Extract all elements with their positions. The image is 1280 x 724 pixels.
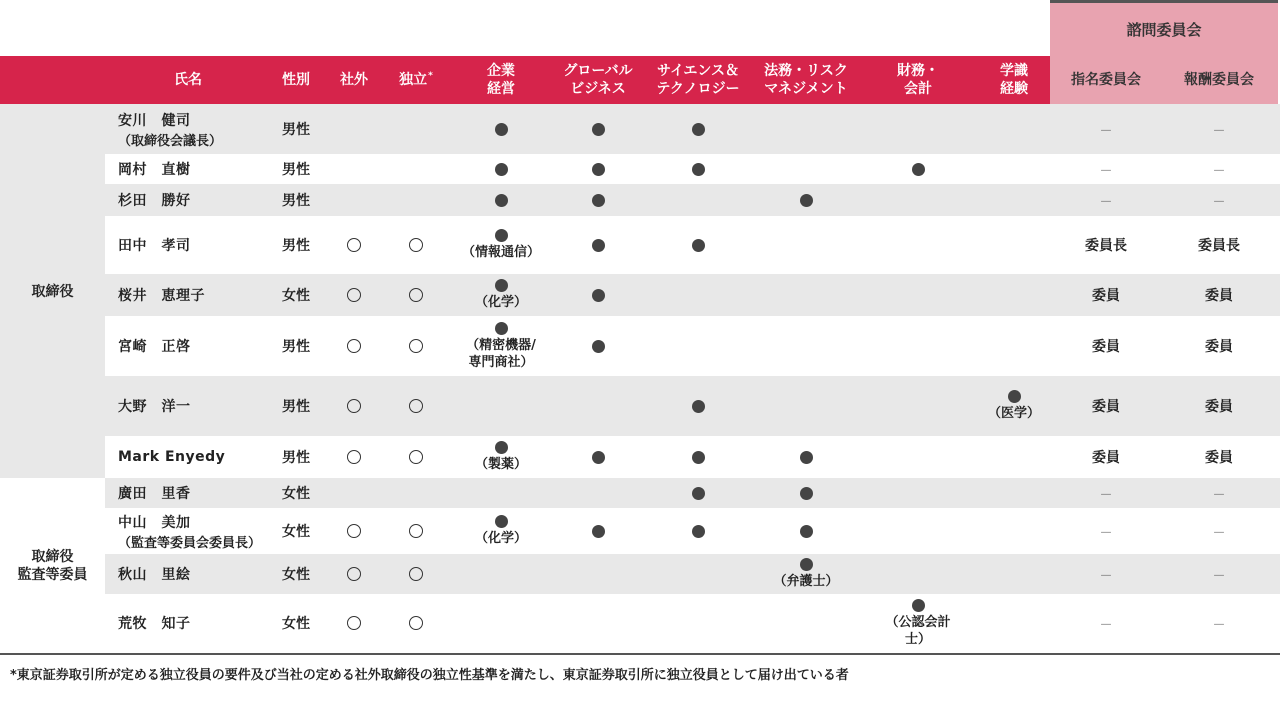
cell-independent [388, 594, 444, 652]
filled-dot-icon [1008, 390, 1021, 403]
committee-role: － [1212, 617, 1226, 633]
cell-gender [270, 436, 322, 478]
cell-finance [880, 154, 956, 184]
gender-text: 男性 [282, 238, 310, 254]
filled-dot-icon [912, 599, 925, 612]
cell-finance [880, 274, 956, 316]
member-role-note: （取締役会議長） [118, 133, 223, 149]
cell-outside [328, 508, 380, 554]
advisory-committee-header: 諮問委員会 [1050, 0, 1278, 56]
cell-compensation [1166, 478, 1272, 508]
skill-note: （化学） [474, 295, 527, 310]
cell-gender [270, 316, 322, 376]
committee-role: － [1099, 525, 1113, 541]
cell-global [552, 104, 644, 154]
member-name-text: 杉田 勝好 [118, 193, 191, 209]
committee-role: － [1212, 194, 1226, 210]
member-name-text: 田中 孝司 [118, 238, 191, 254]
cell-compensation [1166, 184, 1272, 216]
member-name [118, 594, 288, 652]
table-row [0, 154, 1280, 184]
cell-independent [388, 316, 444, 376]
table-row [0, 478, 1280, 508]
cell-compensation [1166, 554, 1272, 594]
filled-dot-icon [495, 515, 508, 528]
member-name-text: 安川 健司 [118, 112, 191, 129]
cell-compensation [1166, 216, 1272, 274]
cell-outside [328, 478, 380, 508]
cell-independent [388, 478, 444, 508]
member-name-text: 中山 美加 [118, 514, 191, 531]
cell-gender [270, 184, 322, 216]
member-name-text: 荒牧 知子 [118, 616, 191, 632]
cell-academic [978, 184, 1050, 216]
filled-dot-icon [495, 163, 508, 176]
cell-nomination [1052, 478, 1160, 508]
skill-note: （製薬） [474, 457, 527, 472]
cell-global [552, 216, 644, 274]
cell-corporate [460, 436, 542, 478]
cell-global [552, 154, 644, 184]
cell-global [552, 478, 644, 508]
header-gender: 性別 [282, 72, 310, 88]
cell-compensation [1166, 594, 1272, 652]
header-finance: 財務・ 会計 [897, 63, 939, 97]
member-name-text: 秋山 里絵 [118, 567, 191, 583]
header-independent: 独立 * [399, 71, 433, 88]
skill-note: （情報通信） [461, 245, 540, 260]
cell-outside [328, 274, 380, 316]
cell-science [646, 508, 750, 554]
committee-role: 委員 [1092, 339, 1120, 355]
cell-academic [978, 274, 1050, 316]
header-academic: 学識 経験 [1000, 63, 1028, 97]
circle-mark-icon [409, 339, 423, 353]
committee-role: 委員 [1205, 399, 1233, 415]
header-outside: 社外 [340, 72, 368, 88]
member-name [118, 274, 288, 316]
filled-dot-icon [912, 163, 925, 176]
filled-dot-icon [800, 525, 813, 538]
skill-note: （医学） [987, 406, 1040, 421]
cell-compensation [1166, 154, 1272, 184]
header-name: 氏名 [174, 72, 202, 88]
cell-legal [752, 184, 860, 216]
circle-mark-icon [347, 567, 361, 581]
filled-dot-icon [592, 239, 605, 252]
skill-note: （化学） [474, 531, 527, 546]
member-name [118, 154, 288, 184]
member-name [118, 216, 288, 274]
member-name [118, 316, 288, 376]
cell-outside [328, 594, 380, 652]
header-corporate: 企業 経営 [487, 63, 515, 97]
header-legal: 法務・リスク マネジメント [764, 63, 848, 97]
cell-corporate [460, 216, 542, 274]
filled-dot-icon [592, 340, 605, 353]
cell-finance [880, 554, 956, 594]
cell-outside [328, 436, 380, 478]
cell-independent [388, 216, 444, 274]
cell-academic [978, 104, 1050, 154]
member-name [118, 554, 288, 594]
committee-role: 委員 [1092, 399, 1120, 415]
cell-gender [270, 508, 322, 554]
table-row [0, 554, 1280, 594]
circle-mark-icon [409, 616, 423, 630]
cell-science [646, 274, 750, 316]
cell-corporate [460, 274, 542, 316]
filled-dot-icon [495, 322, 508, 335]
cell-academic [978, 594, 1050, 652]
member-name-text: 桜井 恵理子 [118, 288, 205, 304]
committee-role: － [1212, 525, 1226, 541]
cell-gender [270, 216, 322, 274]
circle-mark-icon [347, 450, 361, 464]
cell-academic [978, 508, 1050, 554]
gender-text: 女性 [282, 288, 310, 304]
committee-role: － [1099, 568, 1113, 584]
cell-compensation [1166, 436, 1272, 478]
gender-text: 女性 [282, 524, 310, 540]
cell-science [646, 594, 750, 652]
committee-role: － [1099, 617, 1113, 633]
member-name-text: 廣田 里香 [118, 486, 191, 502]
cell-global [552, 508, 644, 554]
cell-science [646, 554, 750, 594]
filled-dot-icon [592, 163, 605, 176]
filled-dot-icon [592, 525, 605, 538]
cell-outside [328, 216, 380, 274]
cell-compensation [1166, 376, 1272, 436]
cell-science [646, 376, 750, 436]
member-name-text: 岡村 直樹 [118, 162, 191, 178]
cell-gender [270, 554, 322, 594]
header-nomination: 指名委員会 [1071, 72, 1141, 88]
filled-dot-icon [692, 163, 705, 176]
committee-role: 委員 [1205, 288, 1233, 304]
gender-text: 男性 [282, 450, 310, 466]
cell-legal [752, 594, 860, 652]
table-row [0, 436, 1280, 478]
member-name-text: 宮崎 正啓 [118, 339, 191, 355]
cell-compensation [1166, 508, 1272, 554]
cell-corporate [460, 554, 542, 594]
filled-dot-icon [592, 289, 605, 302]
committee-role: 委員長 [1085, 238, 1127, 254]
cell-gender [270, 154, 322, 184]
cell-science [646, 184, 750, 216]
filled-dot-icon [800, 194, 813, 207]
filled-dot-icon [495, 279, 508, 292]
cell-legal [752, 154, 860, 184]
cell-nomination [1052, 216, 1160, 274]
filled-dot-icon [692, 525, 705, 538]
cell-science [646, 316, 750, 376]
cell-global [552, 436, 644, 478]
cell-nomination [1052, 554, 1160, 594]
cell-academic [978, 216, 1050, 274]
cell-global [552, 184, 644, 216]
circle-mark-icon [347, 238, 361, 252]
filled-dot-icon [495, 123, 508, 136]
gender-text: 女性 [282, 567, 310, 583]
cell-global [552, 594, 644, 652]
cell-independent [388, 508, 444, 554]
cell-compensation [1166, 316, 1272, 376]
filled-dot-icon [692, 400, 705, 413]
filled-dot-icon [495, 441, 508, 454]
cell-academic [978, 436, 1050, 478]
cell-independent [388, 154, 444, 184]
table-row [0, 274, 1280, 316]
cell-outside [328, 184, 380, 216]
cell-independent [388, 554, 444, 594]
cell-legal [752, 478, 860, 508]
committee-role: 委員 [1205, 339, 1233, 355]
member-name [118, 436, 288, 478]
filled-dot-icon [692, 451, 705, 464]
gender-text: 女性 [282, 616, 310, 632]
cell-finance [880, 184, 956, 216]
cell-global [552, 376, 644, 436]
table-row [0, 594, 1280, 652]
committee-role: － [1099, 487, 1113, 503]
cell-academic [978, 554, 1050, 594]
gender-text: 男性 [282, 193, 310, 209]
cell-academic [978, 154, 1050, 184]
cell-nomination [1052, 104, 1160, 154]
committee-role: － [1099, 123, 1113, 139]
cell-corporate [460, 376, 542, 436]
filled-dot-icon [692, 123, 705, 136]
filled-dot-icon [800, 487, 813, 500]
group-directors: 取締役 [0, 104, 105, 478]
cell-nomination [1052, 508, 1160, 554]
cell-finance [880, 216, 956, 274]
cell-legal [752, 274, 860, 316]
circle-mark-icon [347, 616, 361, 630]
skill-note: （精密機器/ 専門商社） [466, 337, 536, 370]
committee-role: 委員 [1092, 288, 1120, 304]
filled-dot-icon [800, 451, 813, 464]
member-name-text: Mark Enyedy [118, 449, 226, 465]
circle-mark-icon [409, 567, 423, 581]
filled-dot-icon [495, 229, 508, 242]
cell-legal [752, 216, 860, 274]
circle-mark-icon [409, 450, 423, 464]
cell-science [646, 216, 750, 274]
cell-corporate [460, 154, 542, 184]
cell-independent [388, 184, 444, 216]
circle-mark-icon [409, 238, 423, 252]
committee-role: － [1212, 123, 1226, 139]
cell-academic [978, 316, 1050, 376]
circle-mark-icon [409, 288, 423, 302]
gender-text: 男性 [282, 122, 310, 138]
cell-corporate [460, 316, 542, 376]
cell-finance [880, 508, 956, 554]
cell-independent [388, 436, 444, 478]
table-row [0, 104, 1280, 154]
cell-science [646, 436, 750, 478]
member-name [118, 376, 288, 436]
cell-nomination [1052, 376, 1160, 436]
cell-outside [328, 316, 380, 376]
cell-science [646, 478, 750, 508]
cell-outside [328, 554, 380, 594]
header-global: グローバル ビジネス [563, 63, 633, 97]
cell-academic [978, 376, 1050, 436]
cell-nomination [1052, 184, 1160, 216]
cell-nomination [1052, 436, 1160, 478]
table-row [0, 216, 1280, 274]
gender-text: 男性 [282, 162, 310, 178]
cell-outside [328, 104, 380, 154]
table-row [0, 508, 1280, 554]
cell-finance [880, 478, 956, 508]
cell-nomination [1052, 274, 1160, 316]
cell-finance [880, 104, 956, 154]
skill-note: （弁護士） [773, 574, 839, 589]
circle-mark-icon [409, 524, 423, 538]
committee-role: 委員 [1205, 450, 1233, 466]
member-name [118, 184, 288, 216]
table-row [0, 376, 1280, 436]
cell-nomination [1052, 316, 1160, 376]
filled-dot-icon [692, 487, 705, 500]
committee-role: 委員長 [1198, 238, 1240, 254]
filled-dot-icon [495, 194, 508, 207]
cell-corporate [460, 594, 542, 652]
table-bottom-border [0, 653, 1280, 655]
cell-finance [880, 316, 956, 376]
cell-corporate [460, 478, 542, 508]
table-header [0, 56, 1280, 104]
gender-text: 男性 [282, 399, 310, 415]
member-name-text: 大野 洋一 [118, 399, 191, 415]
filled-dot-icon [800, 558, 813, 571]
cell-corporate [460, 184, 542, 216]
committee-role: － [1099, 163, 1113, 179]
circle-mark-icon [347, 524, 361, 538]
table-row [0, 184, 1280, 216]
cell-science [646, 154, 750, 184]
cell-gender [270, 594, 322, 652]
cell-independent [388, 274, 444, 316]
cell-corporate [460, 104, 542, 154]
cell-science [646, 104, 750, 154]
table-row [0, 316, 1280, 376]
committee-role: － [1099, 194, 1113, 210]
cell-legal [752, 376, 860, 436]
footnote: *東京証券取引所が定める独立役員の要件及び当社の定める社外取締役の独立性基準を満たし、東京証券取引所に独立役員として届け出ている者 [10, 668, 849, 683]
committee-role: － [1212, 568, 1226, 584]
committee-role: － [1212, 163, 1226, 179]
cell-gender [270, 104, 322, 154]
header-compensation: 報酬委員会 [1184, 72, 1254, 88]
committee-role: 委員 [1092, 450, 1120, 466]
cell-finance [880, 594, 956, 652]
cell-global [552, 274, 644, 316]
cell-legal [752, 554, 860, 594]
cell-academic [978, 478, 1050, 508]
cell-corporate [460, 508, 542, 554]
cell-gender [270, 274, 322, 316]
cell-independent [388, 104, 444, 154]
committee-role: － [1212, 487, 1226, 503]
cell-legal [752, 508, 860, 554]
cell-legal [752, 316, 860, 376]
cell-nomination [1052, 594, 1160, 652]
cell-compensation [1166, 104, 1272, 154]
member-role-note: （監査等委員会委員長） [118, 535, 262, 551]
cell-global [552, 554, 644, 594]
cell-legal [752, 436, 860, 478]
header-science: サイエンス＆ テクノロジー [656, 63, 740, 97]
skill-note: （公認会計士） [885, 614, 951, 647]
member-name [118, 104, 288, 154]
filled-dot-icon [692, 239, 705, 252]
cell-outside [328, 376, 380, 436]
cell-compensation [1166, 274, 1272, 316]
circle-mark-icon [347, 288, 361, 302]
filled-dot-icon [592, 451, 605, 464]
filled-dot-icon [592, 123, 605, 136]
circle-mark-icon [409, 399, 423, 413]
cell-outside [328, 154, 380, 184]
cell-independent [388, 376, 444, 436]
cell-global [552, 316, 644, 376]
cell-gender [270, 478, 322, 508]
member-name [118, 478, 288, 508]
cell-gender [270, 376, 322, 436]
circle-mark-icon [347, 399, 361, 413]
cell-finance [880, 436, 956, 478]
filled-dot-icon [592, 194, 605, 207]
cell-nomination [1052, 154, 1160, 184]
cell-finance [880, 376, 956, 436]
cell-legal [752, 104, 860, 154]
member-name [118, 508, 288, 554]
gender-text: 男性 [282, 339, 310, 355]
group-audit-committee: 取締役 監査等委員 [0, 478, 105, 654]
circle-mark-icon [347, 339, 361, 353]
gender-text: 女性 [282, 486, 310, 502]
